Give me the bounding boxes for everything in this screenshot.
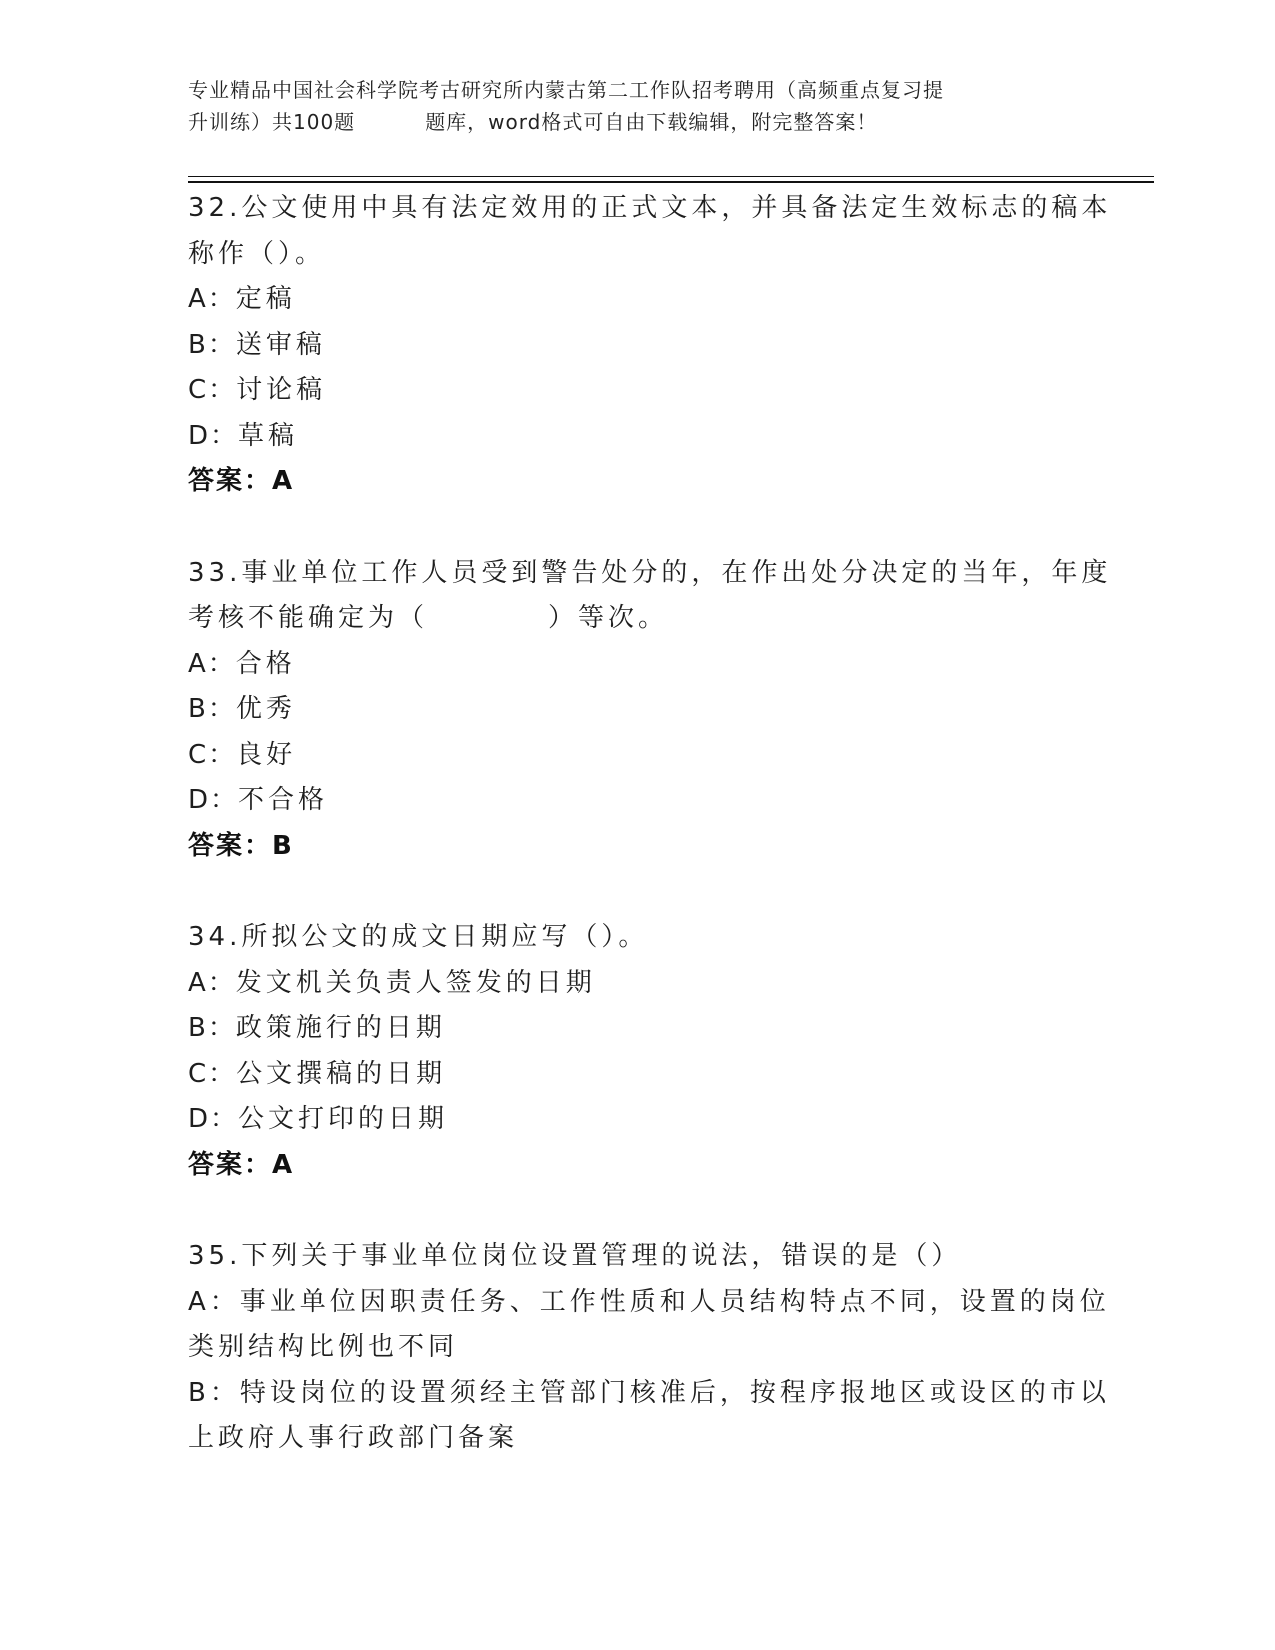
header-divider-thick [188,181,1154,183]
option-letter: C： [188,1058,237,1089]
option-letter: C： [188,375,237,405]
answer-line: 答案：B [188,830,294,861]
question-32 [188,186,1112,505]
question-stem-line: 35.下列关于事业单位岗位设置管理的说法，错误的是（） [188,1241,962,1271]
question-stem-line: 34.所拟公文的成文日期应写（）。 [188,922,649,952]
option-text: 优秀 [235,694,296,724]
option-text: 公文撰稿的日期 [236,1058,447,1089]
option-letter: D： [188,785,239,815]
option-text: 定稿 [235,284,296,314]
option-b [188,687,1088,733]
question-stem-line [188,596,1088,642]
option-letter: D： [188,1104,239,1134]
option-a [188,642,1088,688]
option-letter: A： [188,967,236,998]
question-35 [188,1234,1110,1462]
option-b-line: 上政府人事行政部门备案 [188,1423,519,1453]
question-stem-line: 33.事业单位工作人员受到警告处分的，在作出处分决定的当年，年度 [188,557,1112,588]
option-letter: B： [188,329,236,360]
question-34 [188,915,1088,1188]
option-d [188,414,1088,460]
header-divider-thin [188,176,1154,177]
option-b [188,323,1088,369]
option-text: 讨论稿 [236,375,327,405]
header-line-2 [188,106,1088,138]
question-stem-line: 32.公文使用中具有法定效用的正式文本，并具备法定生效标志的稿本 [188,193,1112,223]
question-stem-line: 称作（）。 [188,238,326,269]
page-header [188,74,1088,138]
option-text: 不合格 [238,785,329,815]
option-letter: B： [188,1013,236,1043]
option-text: 合格 [235,648,296,679]
stem-before-blank: 考核不能确定为（ [188,603,429,633]
question-list [188,186,1112,1462]
option-a [188,277,1088,323]
option-d [188,778,1088,824]
option-letter: B： [188,694,236,724]
option-text: 草稿 [238,420,299,451]
option-letter: A： [188,648,236,679]
option-c [188,1052,1088,1098]
answer-line: 答案：A [188,466,295,496]
header-line-2-part-a: 升训练）共100题 [188,110,356,134]
header-line-1: 专业精品中国社会科学院考古研究所内蒙古第二工作队招考聘用（高频重点复习提 [188,78,944,102]
option-b [188,1006,1088,1052]
option-text: 公文打印的日期 [238,1104,449,1134]
option-a [188,961,1088,1007]
stem-after-blank: ）等次。 [548,603,669,633]
option-text: 发文机关负责人签发的日期 [235,967,596,998]
option-a-line: 类别结构比例也不同 [188,1332,459,1362]
answer-line: 答案：A [188,1149,295,1180]
option-text: 政策施行的日期 [235,1013,446,1043]
header-line-2-part-b: 题库，word格式可自由下载编辑，附完整答案！ [425,110,878,134]
option-a-line: A：事业单位因职责任务、工作性质和人员结构特点不同，设置的岗位 [188,1286,1110,1317]
option-b-line: B：特设岗位的设置须经主管部门核准后，按程序报地区或设区的市以 [188,1377,1110,1408]
option-c [188,368,1088,414]
question-33 [188,551,1112,870]
option-letter: A： [188,284,236,314]
option-text: 良好 [236,739,297,770]
option-d [188,1097,1088,1143]
option-text: 送审稿 [235,329,326,360]
option-letter: C： [188,739,237,770]
option-letter: D： [188,420,239,451]
option-c [188,733,1088,779]
